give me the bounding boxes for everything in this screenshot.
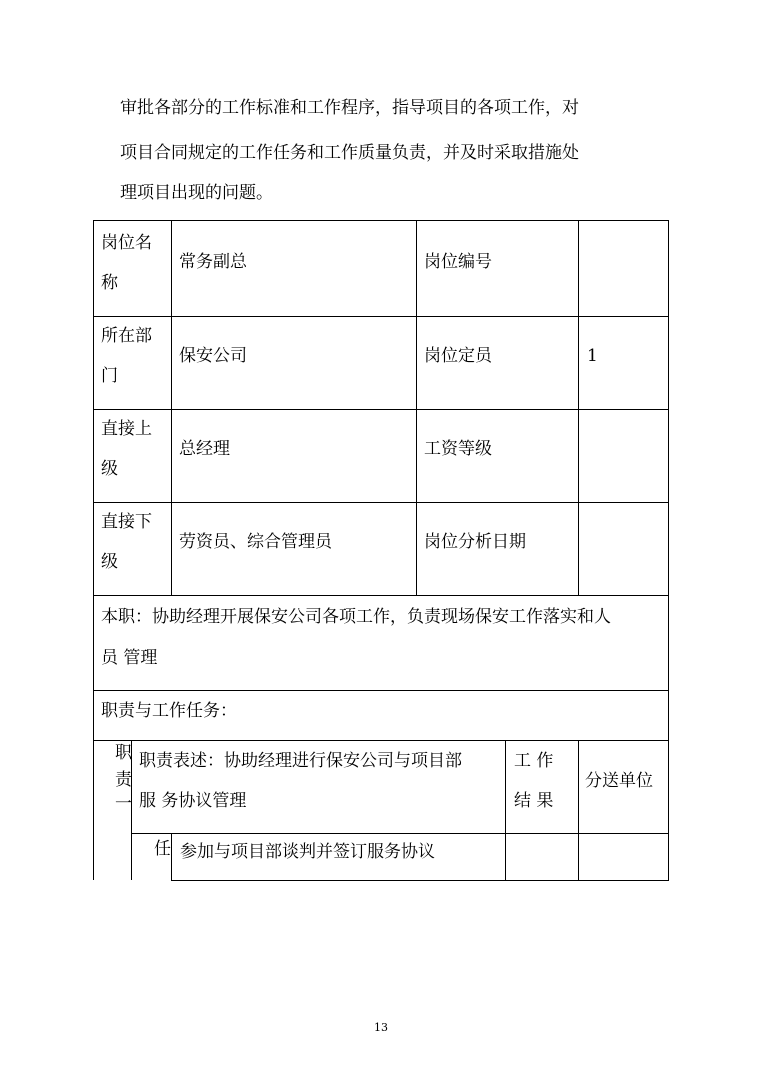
row-label: 所在部 [101,326,152,346]
main-duty: 员 管理 [101,648,158,668]
duty-side-label: 职 [115,743,132,763]
row-label: 门 [101,366,118,386]
row-value: 保安公司 [179,346,247,366]
row-label: 直接下 [101,512,152,532]
result-header: 工 作 [514,751,554,771]
row-label: 岗位分析日期 [424,532,526,552]
main-duty: 本职：协助经理开展保安公司各项工作，负责现场保安工作落实和人 [101,607,611,627]
intro-line: 理项目出现的问题。 [120,183,273,203]
task-side-label: 任 [154,839,171,859]
row-value: 常务副总 [179,252,247,272]
page-number: 13 [374,1021,388,1034]
row-label: 工资等级 [424,439,492,459]
duty-side-label: 责 [115,770,132,790]
row-label: 称 [101,273,118,293]
duties-header: 职责与工作任务： [101,701,237,721]
duty-side-label: 一 [115,794,132,814]
duty-description: 服 务协议管理 [139,791,247,811]
row-label: 岗位定员 [424,346,492,366]
result-header: 结 果 [514,791,554,811]
row-value: 1 [587,346,598,366]
task-text: 参加与项目部谈判并签订服务协议 [180,842,435,862]
intro-line: 项目合同规定的工作任务和工作质量负责，并及时采取措施处 [120,143,579,163]
row-label: 岗位编号 [424,252,492,272]
row-value: 劳资员、综合管理员 [179,532,332,552]
row-label: 直接上 [101,419,152,439]
row-label: 级 [101,552,118,572]
dest-header: 分送单位 [585,771,653,791]
row-value: 总经理 [179,439,230,459]
row-label: 岗位名 [101,233,152,253]
row-label: 级 [101,459,118,479]
duty-description: 职责表述：协助经理进行保安公司与项目部 [139,751,462,771]
intro-line: 审批各部分的工作标准和工作程序，指导项目的各项工作，对 [120,98,579,118]
